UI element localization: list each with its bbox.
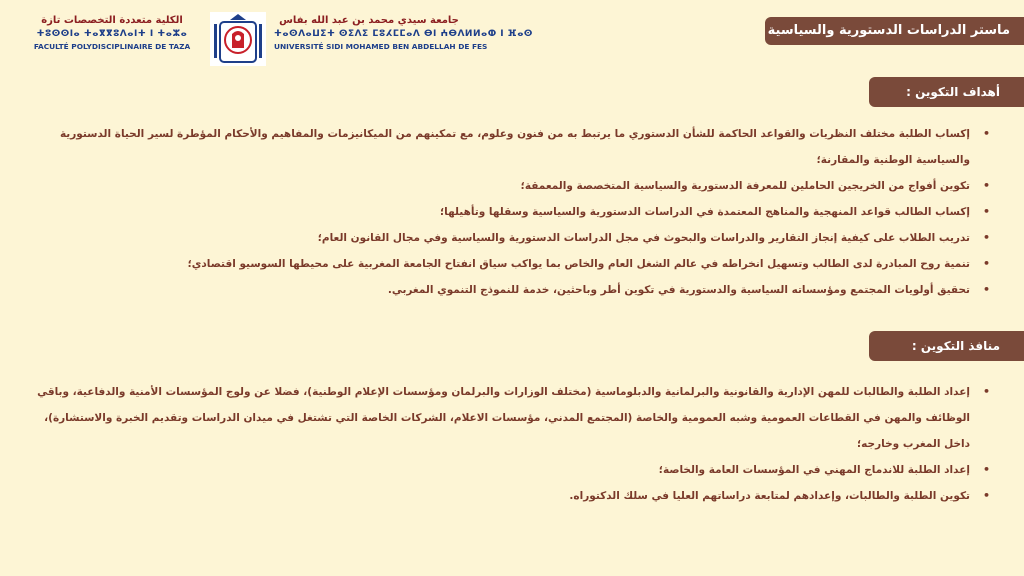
university-emblem-logo [208, 10, 268, 68]
outlets-list [18, 379, 998, 509]
university-name-tifinagh: ⵜⴰⵙⴷⴰⵡⵉⵜ ⵙⵉⴷⵉ ⵎⵓⵃⵎⵎⴰⴷ ⴱⵏ ⵄⴱⴷⵍⵍⴰⵀ ⵏ ⴼⴰⵙ [274, 29, 533, 39]
faculty-name-tifinagh: ⵜⵓⵙⵙⵏⴰ ⵜⴰⴳⴳⵓⴷⴰⵏⵜ ⵏ ⵜⴰⵣⴰ [36, 29, 188, 39]
university-name-fr: UNIVERSITÉ SIDI MOHAMED BEN ABDELLAH DE FES [274, 42, 488, 51]
outlets-heading: منافذ التكوين : [869, 331, 1024, 361]
list-item: • تكوين الطلبة والطالبات، وإعدادهم لمتابعة دراساتهم العليا في سلك الدكتوراه. [18, 483, 998, 509]
faculty-name-fr: FACULTÉ POLYDISCIPLINAIRE DE TAZA [33, 42, 191, 51]
objectives-list [18, 121, 998, 303]
list-item: • إعداد الطلبة للاندماج المهني في المؤسسات العامة والخاصة؛ [18, 457, 998, 483]
list-item: • تنمية روح المبادرة لدى الطالب وتسهيل انخراطه في عالم الشغل العام والخاص بما يواكب سياق انفتاح الجامعة المغربية على محيطها السوسيو اقتصادي؛ [18, 251, 998, 277]
university-name-block [274, 14, 533, 53]
list-item: • تحقيق أولويات المجتمع ومؤسساته السياسية والدستورية في تكوين أطر وباحثين، خدمة للنموذج التنموي المغربي. [18, 277, 998, 303]
list-item: • إكساب الطالب قواعد المنهجية والمناهج المعتمدة في الدراسات الدستورية والسياسية وسقلها وتأهيلها؛ [18, 199, 998, 225]
objectives-heading: أهداف التكوين : [869, 77, 1024, 107]
page-title: ماستر الدراسات الدستورية والسياسية [765, 17, 1024, 45]
university-name-ar: جامعة سيدي محمد بن عبد الله بفاس [279, 15, 459, 26]
faculty-name-ar: الكلية متعددة التخصصات تازة [41, 15, 183, 26]
faculty-name-block [22, 14, 202, 53]
list-item: • إكساب الطلبة مختلف النظريات والقواعد الحاكمة للشأن الدستوري ما يرتبط به من فنون وعلوم، مع تمكينهم من الميكانيزمات والمفاهيم والأحكام المؤطرة لسير الحياة الدستورية والسياسية الوطنية والمقارنة؛ [18, 121, 998, 173]
university-header [22, 10, 533, 68]
list-item: • تدريب الطلاب على كيفية إنجاز التقارير والدراسات والبحوث في مجل الدراسات الدستورية والسياسية وفي مجال القانون العام؛ [18, 225, 998, 251]
list-item: • تكوين أفواج من الخريجين الحاملين للمعرفة الدستورية والسياسية المتخصصة والمعمقة؛ [18, 173, 998, 199]
list-item: • إعداد الطلبة والطالبات للمهن الإدارية والقانونية والبرلمانية والدبلوماسية (مختلف الوزارات والبرلمان ومؤسسات الإعلام الوطنية)، فضلا عن ولوج المؤسسات الأمنية والدفاعية، وباقي الوظائف والمهن في القطاعات العمومية وشبه العمومية والخاصة (المجتمع المدني، مؤسسات الاعلام، الشركات الخاصة التي تشتغل في ميدان الدراسات وتقديم الخبرة والاستشارة)، داخل المغرب وخارجه؛ [18, 379, 998, 457]
